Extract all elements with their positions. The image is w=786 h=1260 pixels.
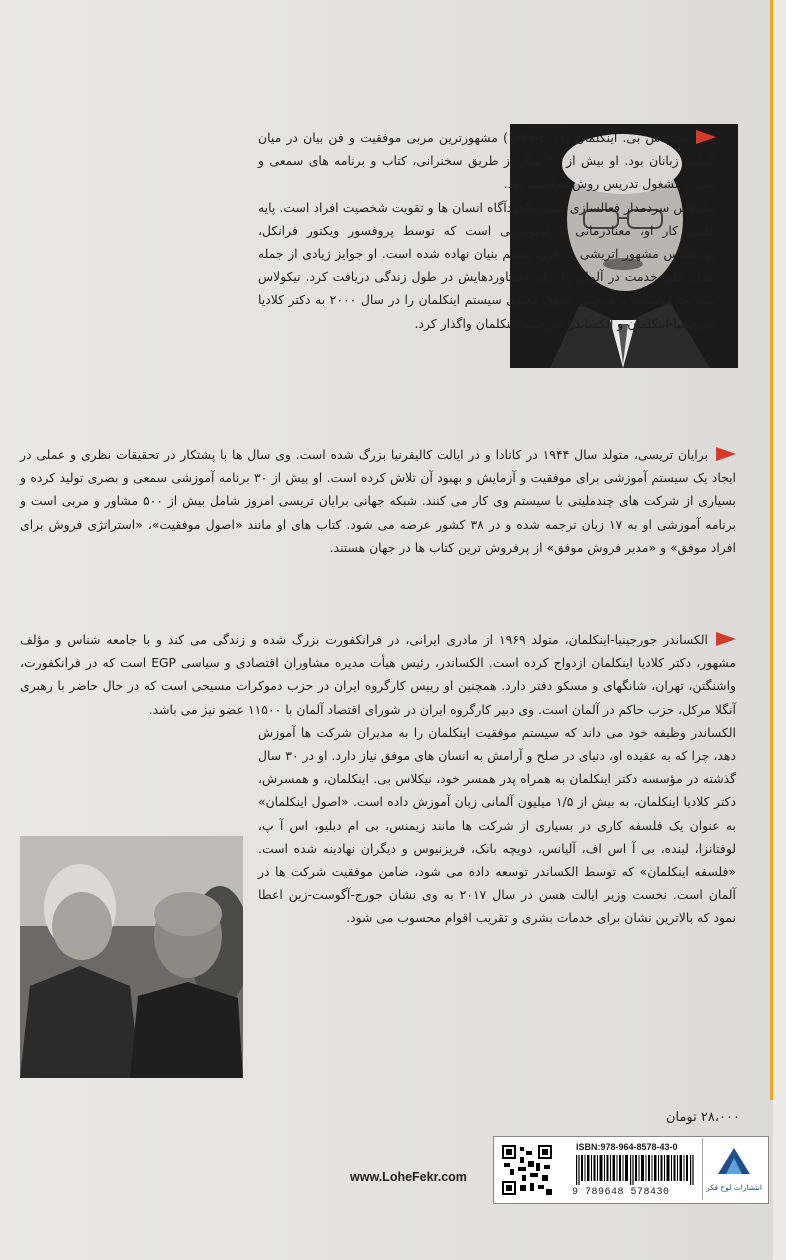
barcode-panel <box>493 1136 769 1204</box>
photo-spacer <box>20 130 258 378</box>
price-label: ۲۸،۰۰۰ تومان <box>665 1110 740 1125</box>
isbn-label: ISBN:978-964-8578-43-0 <box>576 1142 678 1152</box>
bio-alexander-paragraph-2: الکساندر وظیفه خود می داند که سیستم موفقیت اینکلمان را به مدیران شرکت ها آموزش دهد، چرا که به عقیده او، دنیای در صلح و آرامش به انسان های موفق نیاز دارد. او در ۳۰ سال گذشته در مؤسسه دکتر اینکلمان به همراه پدر همسر خود، نیکلاس بی. اینکلمان، و همسرش، دکتر کلادیا اینکلمان، به بیش از ۱/۵ میلیون آلمانی زبان آموزش داده است. «اصول اینکلمان» به عنوان یک فلسفه کاری در بسیاری از شرکت ها مانند زیمنس، بی ام دبلیو، اس آ پ، لوفتانزا، لینده، بی آ اس اف، آلیانس، دویچه بانک، فریزنیوس و دیگران نهادینه شده است. «فلسفه اینکلمان» که توسط الکساندر توسعه داده می شود، ضامن موفقیت شرکت ها در آلمان است. نخست وزیر ایالت هسن در سال ۲۰۱۷ به وی نشان جورج-آگوست-زین اعطا نمود که بالاترین نشان برای خدمات بشری و تقریب اقوام محسوب می شود. <box>258 724 737 926</box>
publisher-logo <box>702 1138 765 1200</box>
bio-brian-tracy-text: برایان تریسی، متولد سال ۱۹۴۴ در کانادا و در ایالت کالیفرنیا بزرگ شده است. وی سال ها با پشتکار در تحقیقات نظری و عملی در ایجاد یک سیستم آموزشی برای موفقیت و آزمایش و بهبود آن تلاش کرده است. او بیش از ۳۰ برنامه آموزشی سمعی و بصری تولید کرده و بسیاری از شرکت های چندملیتی با سیستم وی کار می کنند. شبکه جهانی برایان تریسی امروز شامل بیش از ۵۰۰ مشاور و مربی است و برنامه آموزشی او به ۱۷ زبان ترجمه شده و در ۳۸ کشور عرضه می شود. کتاب های او مانند «اصول موفقیت»، «استراتژی فروش برای افراد موفق» و «مدیر فروش موفق» از پرفروش ترین کتاب ها در جهان هستند. <box>20 447 736 555</box>
publisher-emblem-icon <box>714 1144 754 1178</box>
spine-edge <box>773 0 786 1260</box>
barcode-icon <box>576 1155 694 1185</box>
bio-brian-tracy <box>20 443 736 559</box>
bio-nikolaus-paragraph-1: نیکولاس بی. اینکلمان (۲۰۱۷-۱۹۳۶) مشهورترین مربی موفقیت و فن بیان در میان آلمانی زبانان بود. او بیش از ۴۰ سال از طریق سخنرانی، کتاب و برنامه های سمعی و بصری مشغول تدریس روش موفقیت بود. <box>258 130 716 192</box>
bio-nikolaus-paragraph-2: نیکولاس سردمدار فعالسازی ضمیر ناخودآگاه انسان ها و تقویت شخصیت افراد است. پایه علمی کار او، معنادرمانی یا لوگوتراپی است که توسط پروفسور ویکتور فرانکل، روانشناس مشهور اتریشی در قرن بیستم بنیان نهاده شده است. او جوایز زیادی از جمله نشان ملی خدمت در آلمان را برای دستاوردهایش در طول زندگی دریافت کرد. نیکولاس مدیریت مؤسسه و همچنین حقوق معنوی سیستم اینکلمان را در سال ۲۰۰۰ به دکتر کلادیا جورجینیا-اینکلمان و الکساندر جورجینیا-اینکلمان واگذار کرد. <box>258 199 716 331</box>
bio-alexander-paragraph-1: الکساندر جورجینیا-اینکلمان، متولد ۱۹۶۹ از مادری ایرانی، در فرانکفورت بزرگ شده و زندگی می کند و با جامعه شناس و مؤلف مشهور، دکتر کلادیا اینکلمان ازدواج کرده است. الکساندر، رئیس هیأت مدیره مشاوران اقتصادی و سیاسی EGP است که در فرانکفورت، واشنگتن، تهران، شانگهای و مسکو دفتر دارد. همچنین او رییس کارگروه ایران در حزب دموکرات مسیحی است که در حال حاضر با رهبری آنگلا مرکل، حزب حاکم در آلمان است. وی دبیر کارگروه ایران در شورای اقتصاد آلمان با ۱۱۵۰۰ عضو نیز می باشد. <box>20 632 737 717</box>
bullet-arrow-icon <box>696 130 716 144</box>
isbn-digits: 9 789648 578430 <box>572 1187 670 1198</box>
bio-nikolaus-enkelmann <box>20 126 716 378</box>
bio-alexander-enkelmann <box>20 628 736 1009</box>
qr-code-icon <box>502 1145 552 1195</box>
bullet-arrow-icon <box>716 632 736 646</box>
publisher-name: انتشارات لوح فکر <box>706 1183 762 1192</box>
publisher-website: www.LoheFekr.com <box>350 1170 467 1184</box>
bullet-arrow-icon <box>716 447 736 461</box>
photo-spacer <box>20 769 258 1009</box>
